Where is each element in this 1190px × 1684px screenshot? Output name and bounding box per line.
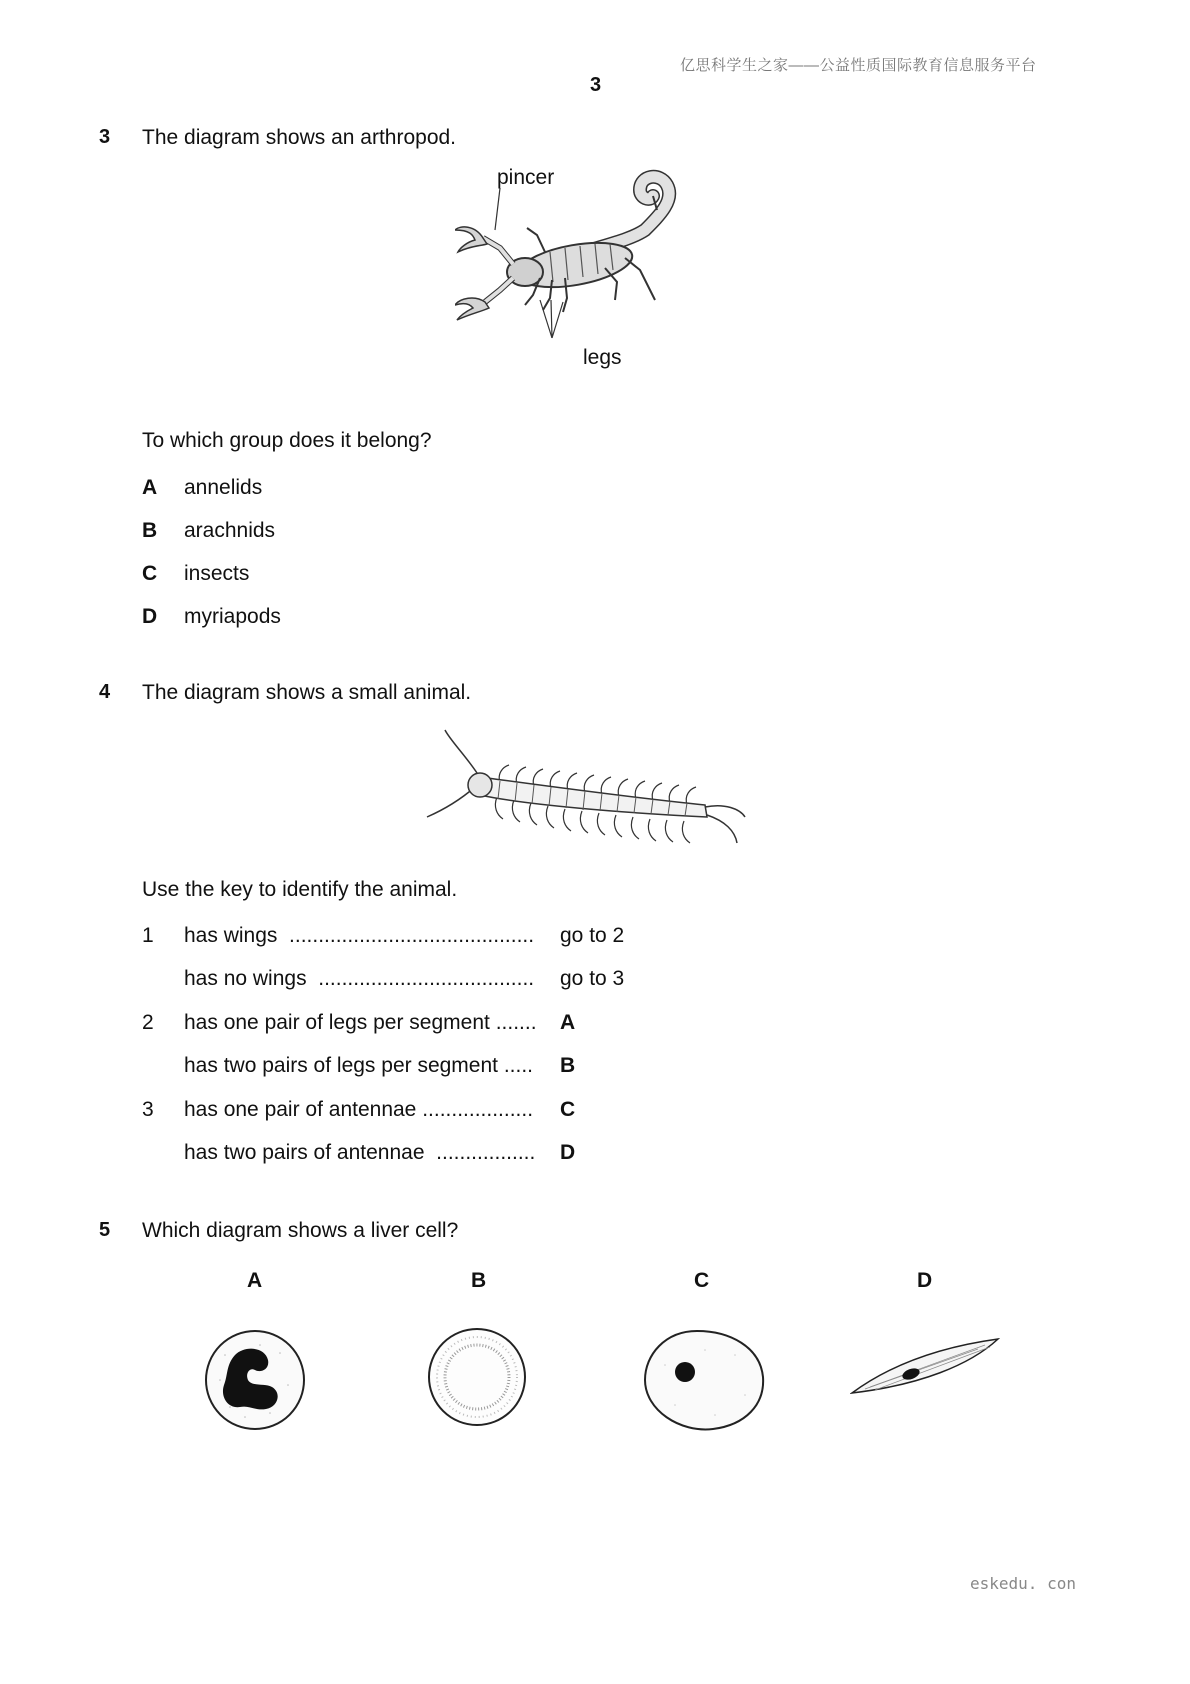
centipede-figure: [425, 725, 765, 855]
key-row-6-result: D: [560, 1141, 576, 1164]
pincer-label: pincer: [497, 166, 555, 189]
key-row-4-result: B: [560, 1054, 576, 1077]
question-3-number: 3: [99, 126, 111, 148]
question-4-prompt: Use the key to identify the animal.: [142, 878, 458, 901]
key-row-2-text: has no wings .....................................: [184, 967, 535, 990]
option-b-letter: B: [142, 519, 158, 542]
question-3-prompt: To which group does it belong?: [142, 429, 432, 452]
cell-c-label: C: [694, 1269, 710, 1292]
option-d-letter: D: [142, 605, 158, 628]
question-5-number: 5: [99, 1219, 111, 1241]
cell-a-label: A: [247, 1269, 263, 1292]
option-a-text: annelids: [184, 476, 263, 499]
cell-b-diagram: [425, 1325, 535, 1435]
key-row-3-result: A: [560, 1011, 576, 1034]
key-row-1-result: go to 2: [560, 924, 625, 947]
question-4-number: 4: [99, 681, 111, 703]
header-watermark-text: 亿思科学生之家——公益性质国际教育信息服务平台: [680, 57, 1037, 74]
key-row-4-text: has two pairs of legs per segment .....: [184, 1054, 534, 1077]
key-step-2-number: 2: [142, 1011, 154, 1034]
question-3-text: The diagram shows an arthropod.: [142, 126, 457, 149]
scorpion-figure: [455, 160, 725, 400]
option-a-letter: A: [142, 476, 158, 499]
key-row-1-text: has wings ..........................................: [184, 924, 535, 947]
legs-label: legs: [583, 346, 622, 369]
key-step-1-number: 1: [142, 924, 154, 947]
cell-b-label: B: [471, 1269, 487, 1292]
question-5-text: Which diagram shows a liver cell?: [142, 1219, 459, 1242]
option-b-text: arachnids: [184, 519, 276, 542]
key-row-2-result: go to 3: [560, 967, 625, 990]
cell-d-label: D: [917, 1269, 933, 1292]
page-number: 3: [590, 74, 602, 96]
cell-d-diagram: [850, 1335, 1000, 1405]
key-row-3-text: has one pair of legs per segment .......: [184, 1011, 537, 1034]
option-c-text: insects: [184, 562, 250, 585]
key-row-5-result: C: [560, 1098, 576, 1121]
centipede-illustration: [425, 725, 765, 855]
key-row-5-text: has one pair of antennae ...................: [184, 1098, 534, 1121]
footer-watermark-text: eskedu. con: [970, 1574, 1076, 1593]
question-4-text: The diagram shows a small animal.: [142, 681, 472, 704]
cell-a-diagram: [200, 1325, 310, 1435]
key-row-6-text: has two pairs of antennae .................: [184, 1141, 536, 1164]
cell-c-diagram: [635, 1325, 775, 1435]
key-step-3-number: 3: [142, 1098, 154, 1121]
option-d-text: myriapods: [184, 605, 281, 628]
option-c-letter: C: [142, 562, 158, 585]
